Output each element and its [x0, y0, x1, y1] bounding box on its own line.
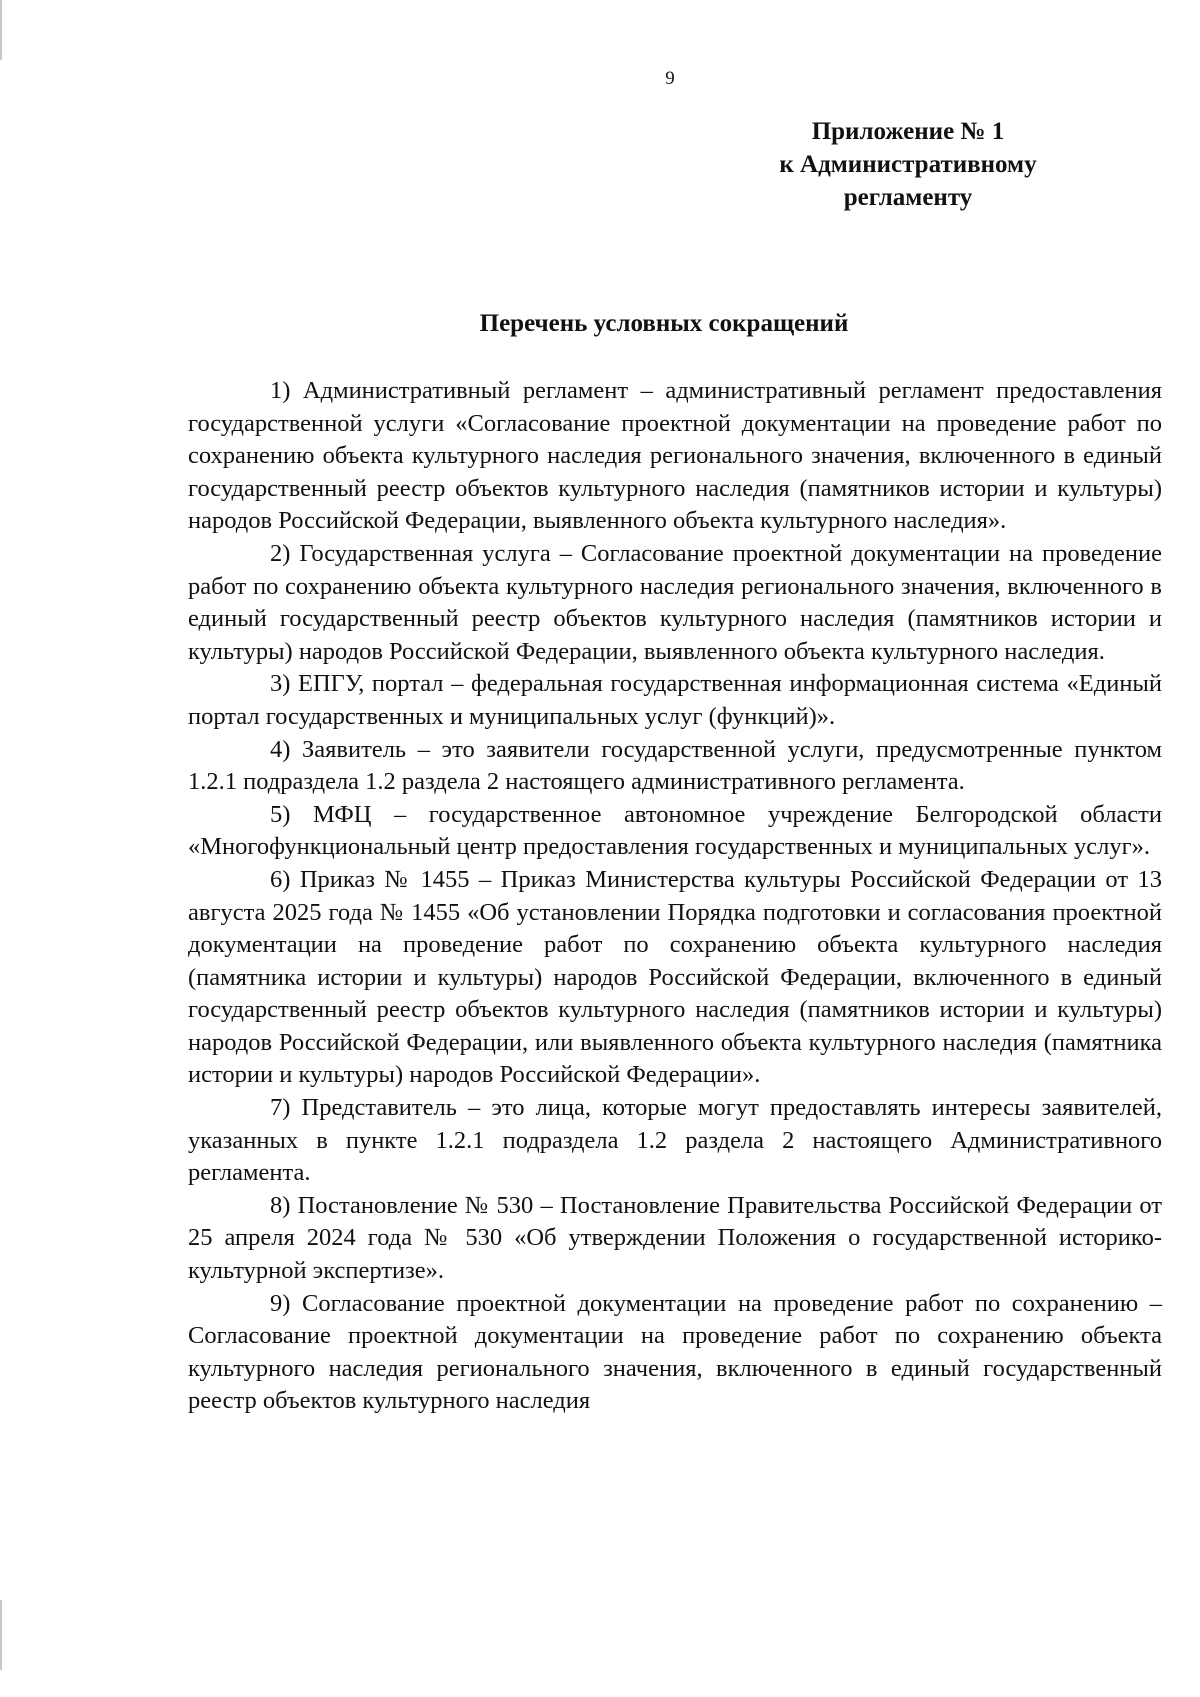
appendix-header	[698, 115, 1118, 214]
list-item-8: 8) Постановление № 530 – Постановление Правительства Российской Федерации от 25 апреля 2024 года № 530 «Об утверждении Положения о государственной историко-культурной экспертизе».	[188, 1191, 1162, 1285]
list-item-2: 2) Государственная услуга – Согласование проектной документации на проведение работ по сохранению объекта культурного наследия регионального значения, включенного в единый государственный реестр объектов культурного наследия (памятников истории и культуры) народов Российской Федерации, выявленного объекта культурного наследия.	[188, 539, 1162, 665]
list-item-1: 1) Административный регламент – административный регламент предоставления государственной услуги «Согласование проектной документации на проведение работ по сохранению объекта культурного наследия регионального значения, включенного в единый государственный реестр объектов культурного наследия (памятников истории и культуры) народов Российской Федерации, выявленного объекта культурного наследия».	[188, 377, 1162, 535]
appendix-line-2: к Административному	[779, 151, 1037, 178]
list-item-6: 6) Приказ № 1455 – Приказ Министерства культуры Российской Федерации от 13 августа 2025 года № 1455 «Об установлении Порядка подготовки и согласования проектной документации на проведение работ по сохранению объекта культурного наследия (памятника истории и культуры) народов Российской Федерации, включенного в единый государственный реестр объектов культурного наследия (памятников истории и культуры) народов Российской Федерации, или выявленного объекта культурного наследия (памятника истории и культуры) народов Российской Федерации».	[188, 865, 1162, 1089]
document-title: Перечень условных сокращений	[479, 310, 849, 337]
scan-edge-bottom	[0, 1600, 2, 1670]
page-number: 9	[665, 68, 675, 89]
abbreviations-list	[188, 375, 1162, 1418]
list-item-3: 3) ЕПГУ, портал – федеральная государственная информационная система «Единый портал государственных и муниципальных услуг (функций)».	[188, 670, 1162, 730]
list-item-4: 4) Заявитель – это заявители государственной услуги, предусмотренные пунктом 1.2.1 подраздела 1.2 раздела 2 настоящего административного регламента.	[188, 735, 1162, 796]
scan-edge-top	[0, 0, 2, 60]
list-item-5: 5) МФЦ – государственное автономное учреждение Белгородской области «Многофункциональный центр предоставления государственных и муниципальных услуг».	[188, 800, 1162, 861]
appendix-line-3: регламенту	[843, 184, 973, 211]
appendix-line-1: Приложение № 1	[811, 118, 1005, 145]
list-item-9: 9) Согласование проектной документации на проведение работ по сохранению – Согласование проектной документации на проведение работ по сохранению объекта культурного наследия регионального значения, включенного в единый государственный реестр объектов культурного наследия	[188, 1289, 1162, 1415]
list-item-7: 7) Представитель – это лица, которые могут предоставлять интересы заявителей, указанных в пункте 1.2.1 подраздела 1.2 раздела 2 настоящего Административного регламента.	[188, 1094, 1162, 1187]
